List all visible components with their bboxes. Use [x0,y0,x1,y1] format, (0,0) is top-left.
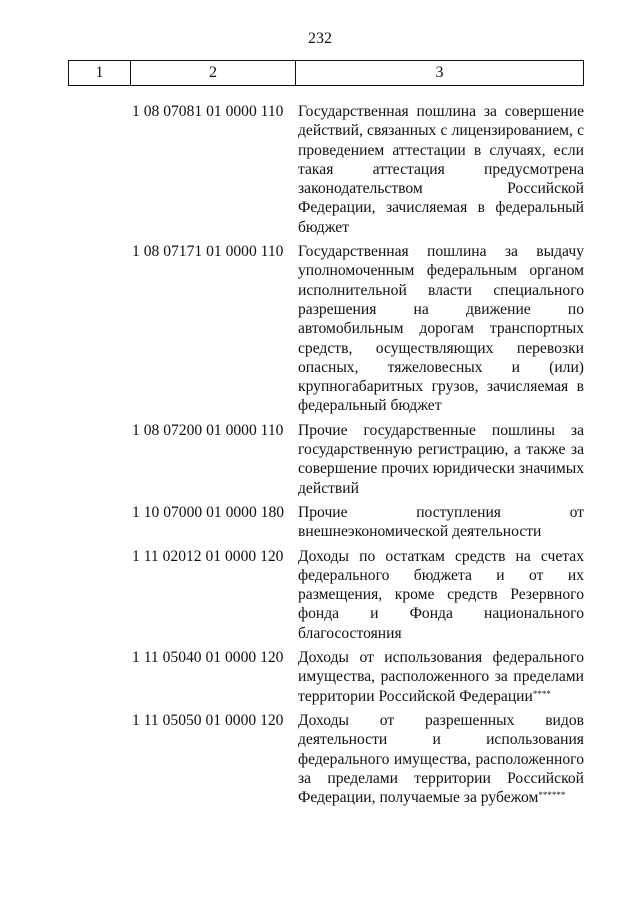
budget-description [298,711,584,807]
budget-description [298,547,584,643]
description-text: Государственная пошлина за выдачу уполномоченным федеральным органом исполнительной власти специального разрешения на движение по автомобильным дорогам транспортных средств, осуществляющих перевозки опасных, тяжеловесных и (или) крупногабаритных грузов, зачисляемая в федеральный бюджет [298,243,584,415]
description-text: Государственная пошлина за совершение действий, связанных с лицензированием, с проведением аттестации в случаях, если такая аттестация предусмотрена законодательством Российской Федерации, зачисляемая в федеральный бюджет [298,103,584,236]
budget-description [298,503,584,542]
footnote-marker: **** [532,688,551,699]
budget-entry [0,648,640,706]
budget-code: 1 11 05040 01 0000 120 [132,649,284,667]
budget-code: 1 08 07200 01 0000 110 [132,421,284,439]
budget-entry [0,102,640,237]
budget-code: 1 10 07000 01 0000 180 [132,503,285,521]
budget-code: 1 08 07171 01 0000 110 [132,243,284,261]
budget-entry [0,503,640,542]
description-text: Прочие государственные пошлины за государственную регистрацию, а также за совершение прочих юридически значимых действий [298,421,584,497]
budget-code: 1 11 05050 01 0000 120 [132,711,284,729]
budget-description [298,421,584,498]
budget-code: 1 11 02012 01 0000 120 [132,547,284,565]
budget-description [298,648,584,706]
budget-code-list [0,102,640,812]
column-header-3: 3 [296,61,584,86]
column-header-2: 2 [131,61,296,86]
column-header-1: 1 [69,61,131,86]
column-header-row [69,61,584,86]
budget-entry [0,547,640,643]
description-text: Доходы от использования федерального имущества, расположенного за пределами территории Российской Федерации [298,649,584,705]
budget-description [298,242,584,416]
description-text: Прочие поступления от внешнеэкономической деятельности [298,503,584,541]
budget-entry [0,421,640,498]
description-text: Доходы по остаткам средств на счетах федерального бюджета и от их размещения, кроме средств Резервного фонда и Фонда национального благосостояния [298,547,584,642]
footnote-marker: ****** [538,790,566,801]
column-header-table [68,60,584,86]
budget-entry [0,242,640,416]
page-number: 232 [308,30,332,47]
description-text: Доходы от разрешенных видов деятельности и использования федерального имущества, расположенного за пределами территории Российской Федерации, получаемые за рубежом [298,711,584,807]
budget-entry [0,711,640,807]
budget-code: 1 08 07081 01 0000 110 [132,103,284,120]
budget-description [298,102,584,237]
